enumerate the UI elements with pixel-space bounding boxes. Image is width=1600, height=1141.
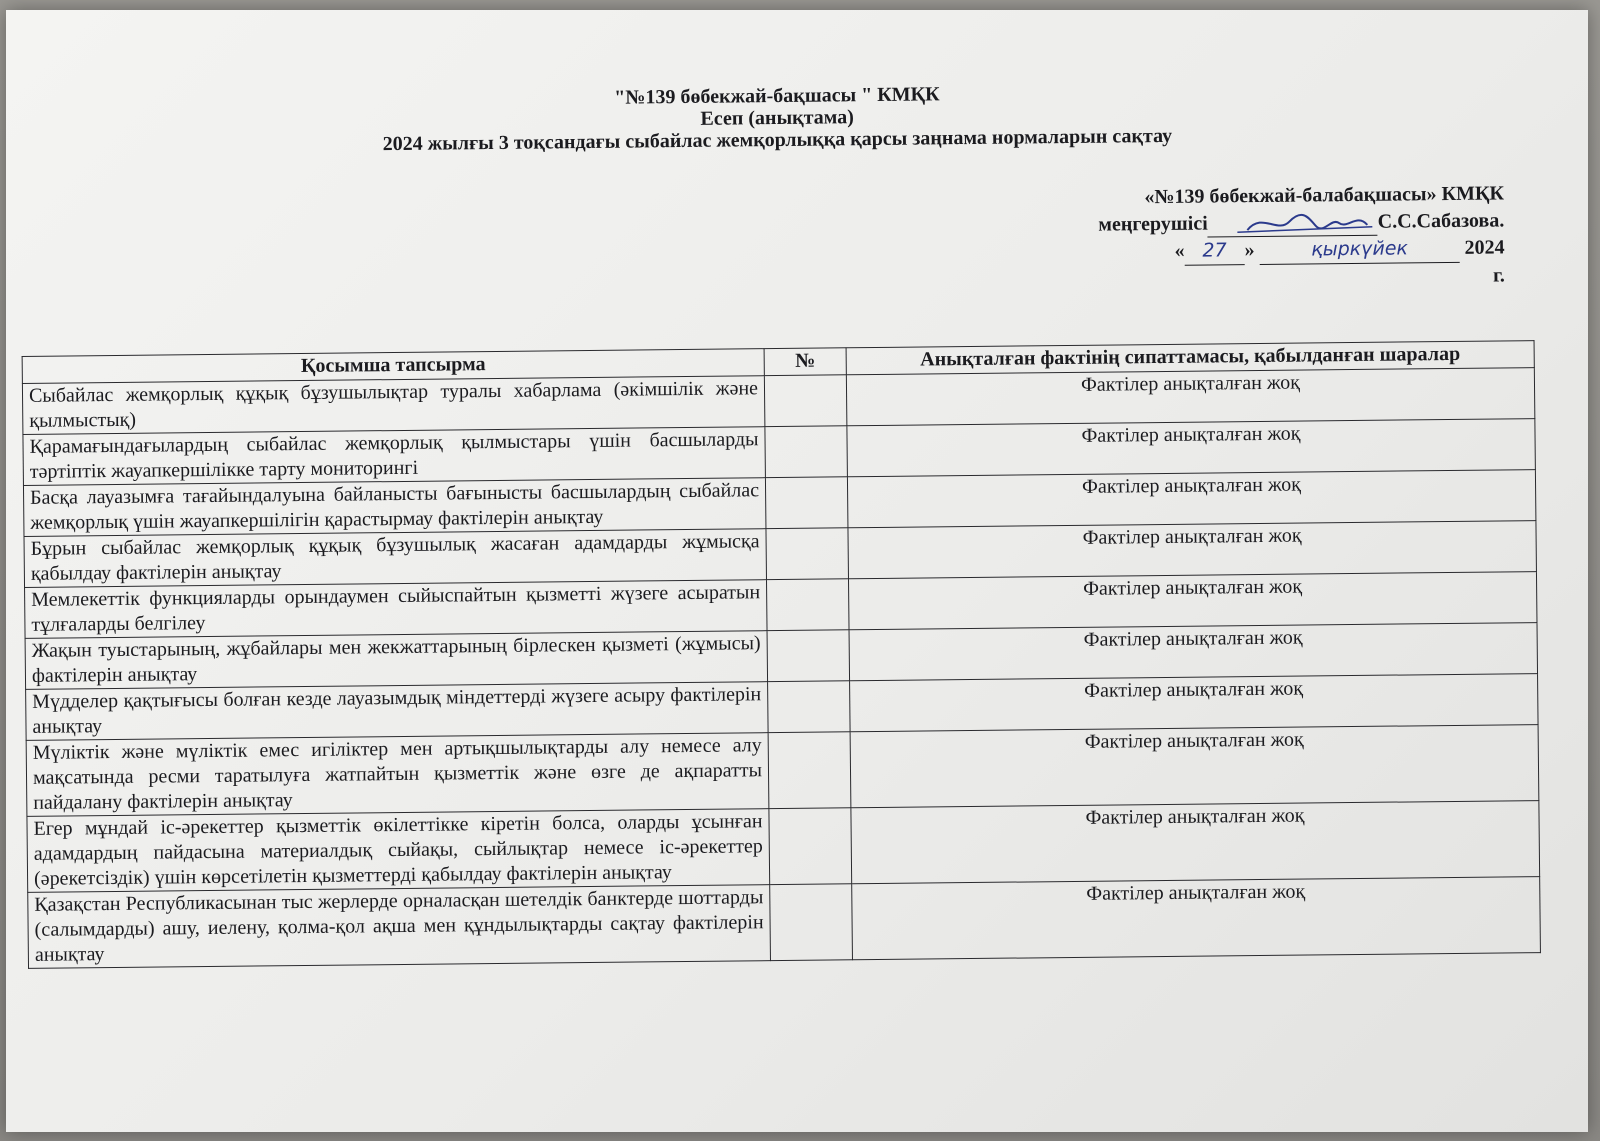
approval-block [904, 180, 1505, 295]
num-cell [769, 808, 852, 885]
approval-date-line: « 27 » қыркүйек 2024 [904, 234, 1504, 268]
result-cell: Фактілер анықталған жоқ [850, 725, 1539, 808]
task-cell: Сыбайлас жемқорлық құқық бұзушылықтар туралы хабарлама (әкімшілік және қылмыстық) [22, 376, 764, 435]
approval-position: меңгерушісі [1098, 212, 1208, 236]
approval-year: 2024 [1464, 236, 1505, 259]
num-cell [764, 375, 847, 427]
result-cell: Фактілер анықталған жоқ [848, 521, 1536, 579]
approval-suffix: г. [1492, 264, 1505, 287]
num-cell [770, 884, 853, 961]
result-cell: Фактілер анықталған жоқ [847, 419, 1535, 477]
task-cell: Қарамағындағылардың сыбайлас жемқорлық қылмыстары үшін басшыларды тәртіптік жауапкершілікке тарту мониторингі [23, 427, 765, 486]
report-table [22, 340, 1541, 969]
task-cell: Егер мұндай іс-әрекеттер қызметтік өкілеттікке кіретін болса, оларды ұсынған адамдардың пайдасына материалдық сыйақы, сыйлықтар немесе іс-әрекеттер (әрекетсіздік) үшін көрсетілетін қызметтерді қабылдау фактілерін анықтау [27, 809, 770, 893]
header-task: Қосымша тапсырма [22, 349, 764, 384]
approval-month: қыркүйек [1259, 235, 1459, 265]
result-cell: Фактілер анықталған жоқ [851, 801, 1540, 884]
result-cell: Фактілер анықталған жоқ [852, 877, 1541, 960]
result-cell: Фактілер анықталған жоқ [846, 368, 1534, 426]
result-cell: Фактілер анықталған жоқ [850, 674, 1538, 732]
result-cell: Фактілер анықталған жоқ [848, 572, 1536, 630]
doc-subject: 2024 жылғы 3 тоқсандағы сыбайлас жемқорлыққа қарсы заңнама нормаларын сақтау [382, 124, 1173, 156]
task-cell: Бұрын сыбайлас жемқорлық құқық бұзушылық жасаған адамдарды жұмысқа қабылдау фактілерін анықтау [24, 529, 766, 588]
num-cell [765, 477, 848, 529]
task-cell: Қазақстан Республикасынан тыс жерлерде орналасқан шетелдік банктерде шоттарды (салымдарды) ашу, иелену, қолма-қол ақша мен құндылықтарды сақтау фактілерін анықтау [28, 885, 771, 969]
result-cell: Фактілер анықталған жоқ [849, 623, 1537, 681]
task-cell: Мемлекеттік функцияларды орындаумен сыйыспайтын қызметті жүзеге асыратын тұлғаларды белгілеу [25, 580, 767, 639]
signature [1208, 213, 1378, 238]
approval-org: «№139 бөбекжай-балабақшасы» КМҚК [1144, 182, 1505, 209]
approval-day: 27 [1184, 237, 1244, 266]
doc-type: Есеп (анықтама) [700, 106, 854, 130]
paper-sheet [6, 10, 1588, 1132]
document-header [11, 77, 1544, 159]
num-cell [766, 579, 849, 631]
result-cell: Фактілер анықталған жоқ [847, 470, 1535, 528]
task-cell: Мүдделер қақтығысы болған кезде лауазымдық міндеттерді жүзеге асыру фактілерін анықтау [26, 682, 768, 741]
num-cell [765, 426, 848, 478]
num-cell [768, 681, 851, 733]
num-cell [767, 630, 850, 682]
num-cell [768, 732, 851, 809]
header-num: № [764, 348, 846, 376]
org-title: "№139 бөбекжай-бақшасы " КМҚК [614, 83, 940, 109]
approval-name: С.С.Сабазова. [1377, 209, 1505, 233]
document-body [11, 62, 1554, 1098]
task-cell: Мүліктік және мүліктік емес игіліктер мен артықшылықтарды алу немесе алу мақсатында ресми таратылуға жатпайтын қызметтік және өзге де ақпаратты пайдалану фактілерін анықтау [26, 733, 769, 817]
task-cell: Жақын туыстарының, жұбайлары мен жекжаттарының бірлескен қызметі (жұмысы) фактілерін анықтау [25, 631, 767, 690]
num-cell [766, 528, 849, 580]
table-row [28, 877, 1541, 969]
task-cell: Басқа лауазымға тағайындалуына байланысты бағынысты басшылардың сыбайлас жемқорлық үшін жауапкершілігін қарастырмау фактілерін анықтау [23, 478, 765, 537]
header-result: Анықталған фактінің сипаттамасы, қабылданған шаралар [846, 341, 1534, 375]
